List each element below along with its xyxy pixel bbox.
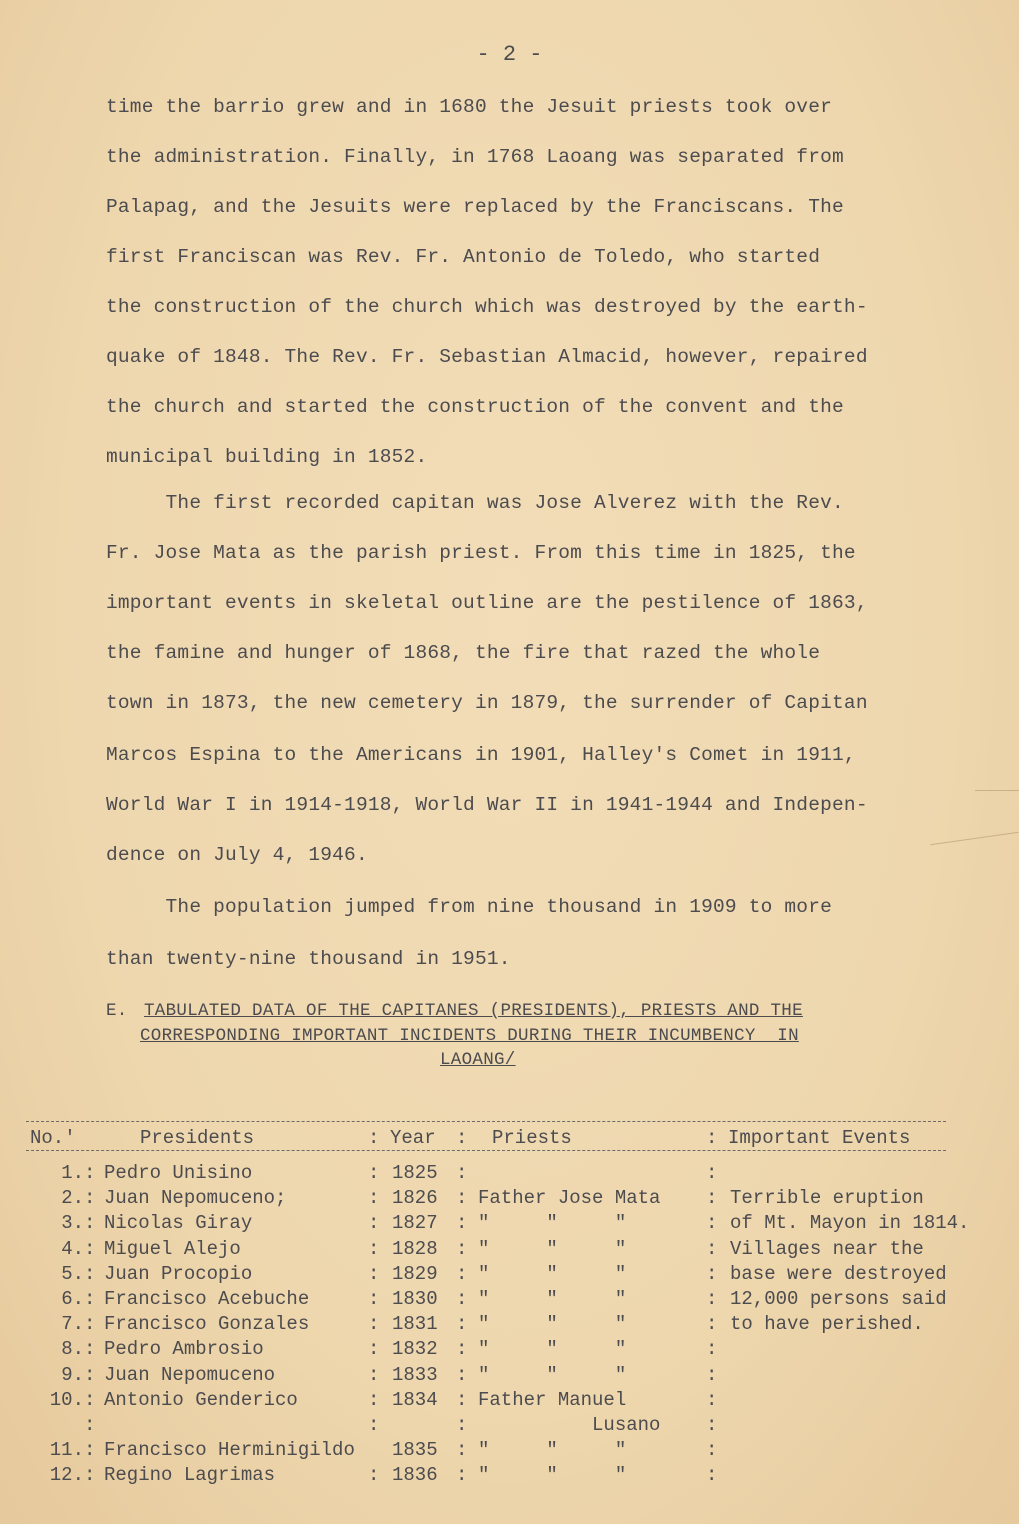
priest-name: " " " — [478, 1364, 627, 1386]
column-separator: : — [84, 1338, 96, 1360]
column-separator: : — [84, 1288, 96, 1310]
event-text: 12,000 persons said — [730, 1288, 947, 1310]
column-separator: : — [456, 1263, 468, 1285]
column-separator: : — [84, 1464, 96, 1486]
paragraph-line: town in 1873, the new cemetery in 1879, the surrender of Capitan — [106, 692, 868, 714]
row-number: 8. — [61, 1338, 84, 1360]
column-separator: : — [706, 1263, 718, 1285]
priest-name: " " " — [478, 1238, 627, 1260]
priest-name: Father Manuel — [478, 1389, 627, 1411]
column-separator: : — [456, 1288, 468, 1310]
year-value: 1834 — [392, 1389, 438, 1411]
column-separator: : — [706, 1238, 718, 1260]
year-value: 1831 — [392, 1313, 438, 1335]
column-separator: : — [706, 1364, 718, 1386]
section-letter: E. — [106, 1001, 128, 1021]
page-number: - 2 - — [476, 42, 543, 67]
row-number: 6. — [61, 1288, 84, 1310]
year-value: 1833 — [392, 1364, 438, 1386]
column-separator: : — [456, 1238, 468, 1260]
column-separator: : — [84, 1162, 96, 1184]
section-heading-line: TABULATED DATA OF THE CAPITANES (PRESIDENTS), PRIESTS AND THE — [144, 1001, 803, 1021]
column-separator: : — [368, 1212, 380, 1234]
paragraph-line: municipal building in 1852. — [106, 446, 428, 468]
event-text: Terrible eruption — [730, 1187, 924, 1209]
column-header-priests: Priests — [492, 1127, 572, 1149]
president-name: Nicolas Giray — [104, 1212, 253, 1234]
column-separator: : — [368, 1288, 380, 1310]
year-value: 1825 — [392, 1162, 438, 1184]
president-name: Francisco Herminigildo — [104, 1439, 355, 1461]
column-separator: : — [368, 1187, 380, 1209]
president-name: Pedro Unisino — [104, 1162, 253, 1184]
row-number: 11. — [49, 1439, 84, 1461]
column-separator: : — [456, 1414, 468, 1436]
year-value: 1826 — [392, 1187, 438, 1209]
event-text: base were destroyed — [730, 1263, 947, 1285]
year-value: 1827 — [392, 1212, 438, 1234]
year-value: 1828 — [392, 1238, 438, 1260]
president-name: Miguel Alejo — [104, 1238, 241, 1260]
paragraph-line: the administration. Finally, in 1768 Laoang was separated from — [106, 146, 844, 168]
event-text: Villages near the — [730, 1238, 924, 1260]
column-header-no: No.' — [30, 1127, 76, 1149]
priest-name: " " " — [478, 1263, 627, 1285]
column-separator: : — [368, 1364, 380, 1386]
column-separator: : — [706, 1288, 718, 1310]
year-value: 1829 — [392, 1263, 438, 1285]
paper-crease — [975, 790, 1019, 791]
row-number: 1. — [61, 1162, 84, 1184]
paragraph-line: than twenty-nine thousand in 1951. — [106, 948, 511, 970]
paragraph-line: Palapag, and the Jesuits were replaced by the Franciscans. The — [106, 196, 844, 218]
president-name: Antonio Genderico — [104, 1389, 298, 1411]
paragraph-line: the construction of the church which was destroyed by the earth- — [106, 296, 868, 318]
column-separator: : — [456, 1364, 468, 1386]
column-separator: : — [84, 1414, 96, 1436]
year-value: 1835 — [392, 1439, 438, 1461]
paper-crease — [930, 832, 1018, 845]
column-separator: : — [368, 1313, 380, 1335]
column-separator: : — [456, 1162, 468, 1184]
column-separator: : — [368, 1414, 380, 1436]
column-separator: : — [84, 1263, 96, 1285]
paragraph-line: time the barrio grew and in 1680 the Jesuit priests took over — [106, 96, 833, 118]
president-name: Juan Nepomuceno; — [104, 1187, 287, 1209]
row-number: 3. — [61, 1212, 84, 1234]
column-separator: : — [84, 1187, 96, 1209]
column-separator: : — [84, 1439, 96, 1461]
table-top-rule — [26, 1121, 946, 1122]
president-name: Juan Nepomuceno — [104, 1364, 276, 1386]
president-name: Francisco Gonzales — [104, 1313, 310, 1335]
paragraph-line: Marcos Espina to the Americans in 1901, Halley's Comet in 1911, — [106, 744, 856, 766]
column-separator: : — [706, 1389, 718, 1411]
column-header-presidents: Presidents — [140, 1127, 255, 1149]
row-number: 5. — [61, 1263, 84, 1285]
column-header-sep: : — [456, 1127, 468, 1149]
column-separator: : — [456, 1313, 468, 1335]
priest-name: " " " — [478, 1212, 627, 1234]
year-value: 1836 — [392, 1464, 438, 1486]
column-separator: : — [368, 1389, 380, 1411]
column-separator: : — [84, 1313, 96, 1335]
column-separator: : — [368, 1263, 380, 1285]
priest-name: " " " — [478, 1288, 627, 1310]
column-separator: : — [84, 1212, 96, 1234]
column-separator: : — [706, 1439, 718, 1461]
column-separator: : — [368, 1338, 380, 1360]
year-value: 1832 — [392, 1338, 438, 1360]
event-text: to have perished. — [730, 1313, 924, 1335]
column-header-events: Important Events — [728, 1127, 911, 1149]
row-number: 9. — [61, 1364, 84, 1386]
priest-name: " " " — [478, 1439, 627, 1461]
year-value: 1830 — [392, 1288, 438, 1310]
row-number: 12. — [49, 1464, 84, 1486]
column-separator: : — [706, 1212, 718, 1234]
column-separator: : — [706, 1464, 718, 1486]
row-number: 7. — [61, 1313, 84, 1335]
column-separator: : — [84, 1238, 96, 1260]
president-name: Regino Lagrimas — [104, 1464, 276, 1486]
column-separator: : — [456, 1187, 468, 1209]
column-header-year: Year — [390, 1127, 436, 1149]
event-text: of Mt. Mayon in 1814. — [730, 1212, 970, 1234]
paragraph-line: dence on July 4, 1946. — [106, 844, 368, 866]
priest-name: " " " — [478, 1338, 627, 1360]
column-separator: : — [456, 1464, 468, 1486]
paragraph-line: Fr. Jose Mata as the parish priest. From this time in 1825, the — [106, 542, 856, 564]
column-separator: : — [706, 1162, 718, 1184]
president-name: Pedro Ambrosio — [104, 1338, 264, 1360]
priest-name: " " " — [478, 1313, 627, 1335]
president-name: Juan Procopio — [104, 1263, 253, 1285]
column-separator: : — [84, 1364, 96, 1386]
paragraph-line: World War I in 1914-1918, World War II in 1941-1944 and Indepen- — [106, 794, 868, 816]
column-separator: : — [456, 1439, 468, 1461]
section-heading-line: LAOANG/ — [440, 1050, 516, 1070]
column-separator: : — [368, 1464, 380, 1486]
row-number: 4. — [61, 1238, 84, 1260]
priest-name: Lusano — [478, 1414, 661, 1436]
column-separator: : — [456, 1212, 468, 1234]
column-separator: : — [84, 1389, 96, 1411]
column-header-sep: : — [368, 1127, 380, 1149]
section-heading-line: CORRESPONDING IMPORTANT INCIDENTS DURING THEIR INCUMBENCY IN — [140, 1026, 799, 1046]
paragraph-line: quake of 1848. The Rev. Fr. Sebastian Almacid, however, repaired — [106, 346, 868, 368]
column-separator: : — [706, 1414, 718, 1436]
table-header-rule — [26, 1150, 946, 1151]
paragraph-line: important events in skeletal outline are the pestilence of 1863, — [106, 592, 868, 614]
paragraph-line: The first recorded capitan was Jose Alverez with the Rev. — [106, 492, 844, 514]
row-number: 10. — [49, 1389, 84, 1411]
paragraph-line: The population jumped from nine thousand in 1909 to more — [106, 896, 833, 918]
paragraph-line: first Franciscan was Rev. Fr. Antonio de Toledo, who started — [106, 246, 821, 268]
column-separator: : — [706, 1187, 718, 1209]
column-header-sep: : — [706, 1127, 718, 1149]
priest-name: " " " — [478, 1464, 627, 1486]
priest-name: Father Jose Mata — [478, 1187, 661, 1209]
column-separator: : — [368, 1162, 380, 1184]
paragraph-line: the famine and hunger of 1868, the fire that razed the whole — [106, 642, 821, 664]
column-separator: : — [706, 1338, 718, 1360]
column-separator: : — [368, 1238, 380, 1260]
president-name: Francisco Acebuche — [104, 1288, 310, 1310]
column-separator: : — [456, 1338, 468, 1360]
column-separator: : — [456, 1389, 468, 1411]
column-separator: : — [706, 1313, 718, 1335]
row-number: 2. — [61, 1187, 84, 1209]
paragraph-line: the church and started the construction of the convent and the — [106, 396, 844, 418]
